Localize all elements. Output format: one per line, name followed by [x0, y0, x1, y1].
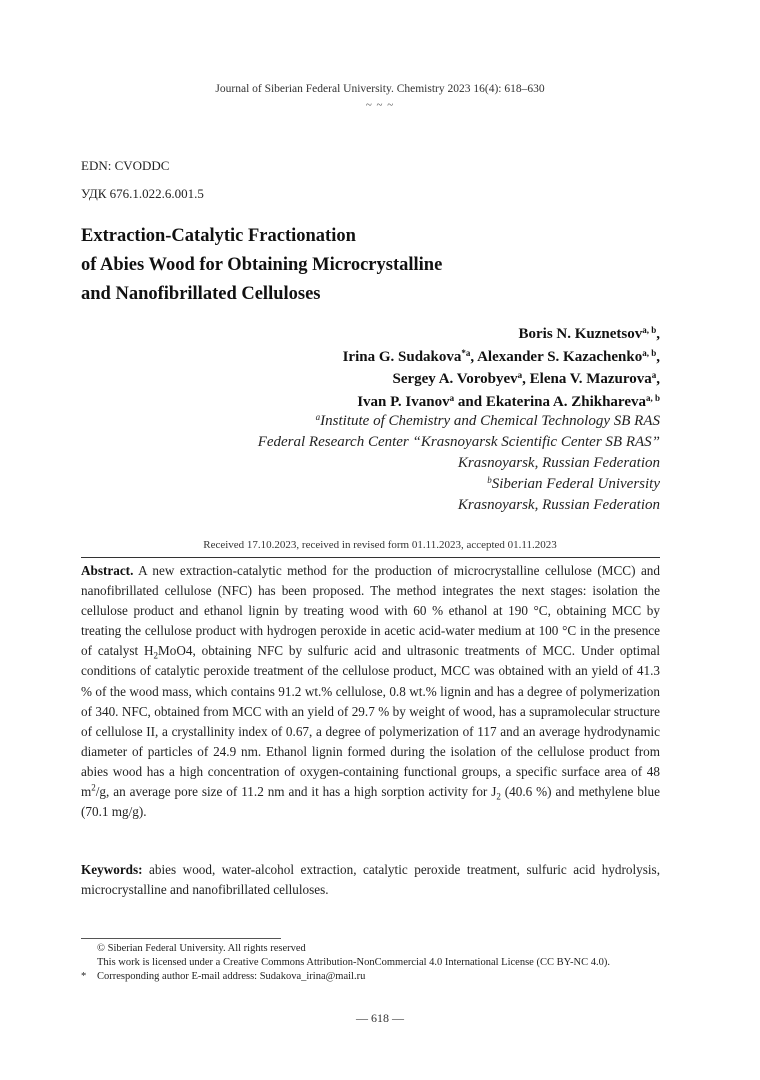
keywords-label: Keywords: [81, 862, 143, 877]
author-line [60, 346, 660, 369]
author-line [60, 368, 660, 391]
footnote-corresponding: Corresponding author E-mail address: Sudakova_irina@mail.ru [97, 971, 366, 982]
footnote-rule [81, 938, 281, 939]
superscript: 2 [91, 782, 96, 793]
abstract-label: Abstract. [81, 563, 134, 578]
abstract-text: /g, an average pore size of 11.2 nm and it has a high sorption activity for J [95, 784, 497, 800]
author-line [60, 323, 660, 346]
udk-code: УДК 676.1.022.6.001.5 [81, 186, 204, 201]
keywords-text: abies wood, water-alcohol extraction, catalytic peroxide treatment, sulfuric acid hydrolysis, microcrystalline and nanofibrillated celluloses. [81, 862, 660, 898]
affiliation-mark: a [315, 412, 321, 422]
author-separator: and [454, 393, 486, 410]
affiliation-mark: b [487, 475, 492, 485]
author-separator: , [656, 348, 660, 365]
abstract-text: (40.6 %) and methylene blue (70.1 mg/g). [81, 784, 660, 820]
footnote-license: This work is licensed under a Creative Commons Attribution-NonCommercial 4.0 International License (CC BY-NC 4.0). [97, 957, 610, 968]
subscript: 2 [496, 791, 501, 802]
author-line [60, 391, 660, 414]
author-affiliation-mark: a, b [645, 392, 660, 403]
page-number: — 618 — [356, 1011, 404, 1025]
journal-citation: Journal of Siberian Federal University. Chemistry 2023 16(4): 618–630 [215, 83, 545, 95]
header-separator: ~ ~ ~ [365, 99, 395, 111]
author-affiliation-mark: a [517, 370, 523, 380]
author-affiliation-mark: *a [461, 347, 471, 358]
author-name: Ivan P. Ivanov [357, 393, 450, 410]
author-affiliation-mark: a, b [642, 325, 657, 335]
author-separator: , [470, 348, 478, 365]
keywords [81, 860, 660, 900]
author-name: Ekaterina A. Zhikhareva [485, 393, 646, 410]
author-name: Sergey A. Vorobyev [392, 371, 518, 387]
affiliation-b-line-2: Krasnoyarsk, Russian Federation [457, 497, 660, 513]
abstract [81, 561, 660, 822]
author-name: Elena V. Mazurova [529, 371, 652, 387]
subscript: 2 [153, 651, 159, 662]
author-separator: , [656, 371, 660, 387]
footnote-star: * [81, 971, 87, 982]
author-name: Alexander S. Kazachenko [477, 348, 643, 365]
abstract-top-rule [81, 557, 660, 558]
abstract-text: A new extraction-catalytic method for the production of microcrystalline cellulose (MCC) and nanofibrillated cellulose (NFC) has been proposed. The method integrates the next stages: isolation the cellulose product and ethanol lignin by treating wood with 60 % ethanol at 190 °C, obtaining MCC by treating the cellulose product with hydrogen peroxide in acetic acid-water medium at 100 °C in the presence of catalyst H [81, 563, 660, 659]
affiliation-text: Institute of Chemistry and Chemical Technology SB RAS [320, 413, 660, 429]
abstract-text: MoO4, obtaining NFC by sulfuric acid and ultrasonic treatments of MCC. Under optimal conditions of catalytic peroxide treatment of the cellulose product, MCC was obtained with an yield of 41.3 % of the wood mass, which contains 91.2 wt.% cellulose, 0.8 wt.% lignin and has a degree of polymerization of 340. NFC, obtained from MCC with an yield of 29.7 % by weight of wood, has a supramolecular structure of cellulose II, a crystallinity index of 0.67, a degree of polymerization of 117 and an average hydrodynamic diameter of particles of 24.9 nm. Ethanol lignin formed during the isolation of the cellulose product from abies wood has a high concentration of oxygen-containing functional groups, a specific surface area of 48 m [81, 643, 660, 800]
author-affiliation-mark: a, b [642, 347, 657, 358]
author-list [60, 323, 660, 413]
author-name: Irina G. Sudakova [342, 348, 462, 365]
affiliation-a-line-3: Krasnoyarsk, Russian Federation [457, 455, 660, 471]
paper-title [81, 222, 681, 309]
author-affiliation-mark: a [449, 392, 455, 403]
title-line-1: Extraction-Catalytic Fractionation [81, 226, 356, 246]
title-line-2: of Abies Wood for Obtaining Microcrystalline [81, 255, 443, 275]
title-line-3: and Nanofibrillated Celluloses [81, 284, 321, 304]
footnote-copyright: © Siberian Federal University. All rights reserved [97, 943, 306, 954]
author-affiliation-mark: a [651, 370, 657, 380]
received-dates: Received 17.10.2023, received in revised form 01.11.2023, accepted 01.11.2023 [203, 539, 557, 551]
author-separator: , [656, 326, 660, 342]
affiliation-a-line-2: Federal Research Center “Krasnoyarsk Scientific Center SB RAS” [257, 434, 660, 450]
affiliation-a-line-1 [40, 411, 660, 432]
affiliations [40, 411, 660, 516]
author-name: Boris N. Kuznetsov [518, 326, 643, 342]
author-separator: , [522, 371, 530, 387]
edn-code: EDN: CVODDC [81, 158, 170, 173]
affiliation-b-line-1 [40, 474, 660, 495]
affiliation-text: Siberian Federal University [491, 476, 660, 492]
